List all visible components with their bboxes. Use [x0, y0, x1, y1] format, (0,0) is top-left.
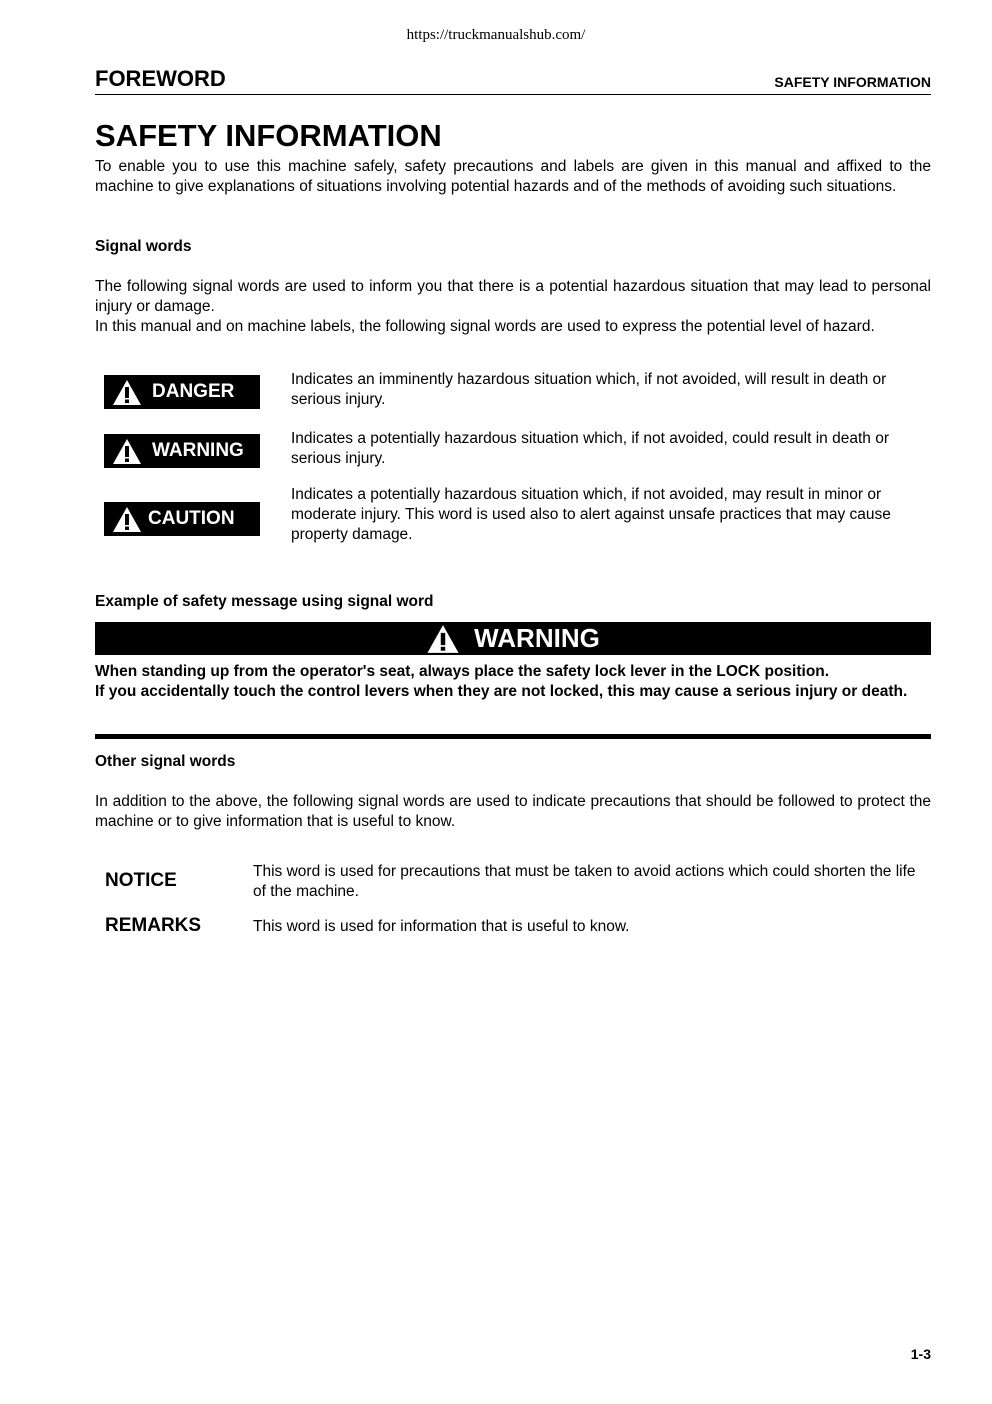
warning-label-text: WARNING — [152, 440, 244, 461]
example-warning-text — [95, 662, 931, 702]
example-heading: Example of safety message using signal word — [95, 593, 434, 610]
warning-triangle-icon — [112, 438, 142, 465]
page-number: 1-3 — [910, 1346, 931, 1362]
intro-paragraph: To enable you to use this machine safely, safety precautions and labels are given in this manual and affixed to the machine to give explanations of situations involving potential hazards and of the methods of avoiding such situations. — [95, 158, 931, 195]
chapter-title: SAFETY INFORMATION — [774, 74, 931, 90]
section-title: FOREWORD — [95, 66, 226, 91]
warning-triangle-icon — [112, 379, 142, 406]
warning-label — [104, 434, 260, 468]
notice-label: NOTICE — [105, 870, 177, 891]
danger-label — [104, 375, 260, 409]
danger-description: Indicates an imminently hazardous situation which, if not avoided, will result in death or serious injury. — [291, 371, 887, 408]
danger-label-text: DANGER — [152, 381, 235, 402]
other-signal-words-paragraph: In addition to the above, the following signal words are used to indicate precautions that should be followed to protect the machine or to give information that is useful to know. — [95, 793, 931, 830]
notice-description: This word is used for precautions that must be taken to avoid actions which could shorten the life of the machine. — [253, 863, 916, 900]
divider — [95, 734, 931, 739]
signal-words-paragraph — [95, 277, 931, 337]
other-signal-words-heading: Other signal words — [95, 753, 236, 770]
warning-triangle-icon — [426, 624, 460, 654]
warning-description: Indicates a potentially hazardous situation which, if not avoided, could result in death or serious injury. — [291, 430, 889, 467]
signal-words-para-2: In this manual and on machine labels, the following signal words are used to express the potential level of hazard. — [95, 318, 875, 335]
page-header — [95, 66, 931, 95]
signal-words-heading: Signal words — [95, 238, 192, 255]
signal-words-para-1: The following signal words are used to inform you that there is a potential hazardous situation that may lead to personal injury or damage. — [95, 278, 931, 315]
caution-label-text: CAUTION — [148, 508, 235, 529]
example-line-2: If you accidentally touch the control levers when they are not locked, this may cause a serious injury or death. — [95, 683, 908, 700]
page-title: SAFETY INFORMATION — [95, 118, 442, 153]
source-url: https://truckmanualshub.com/ — [406, 27, 586, 43]
caution-label — [104, 502, 260, 536]
caution-description: Indicates a potentially hazardous situation which, if not avoided, may result in minor or moderate injury. This word is used also to alert against unsafe practices that may cause property damage. — [291, 486, 891, 543]
warning-triangle-icon — [112, 506, 142, 533]
example-banner-label: WARNING — [474, 623, 600, 653]
example-line-1: When standing up from the operator's seat, always place the safety lock lever in the LOCK position. — [95, 663, 830, 680]
example-warning-banner — [95, 622, 931, 655]
remarks-description: This word is used for information that is useful to know. — [253, 918, 630, 935]
remarks-label: REMARKS — [105, 915, 202, 936]
